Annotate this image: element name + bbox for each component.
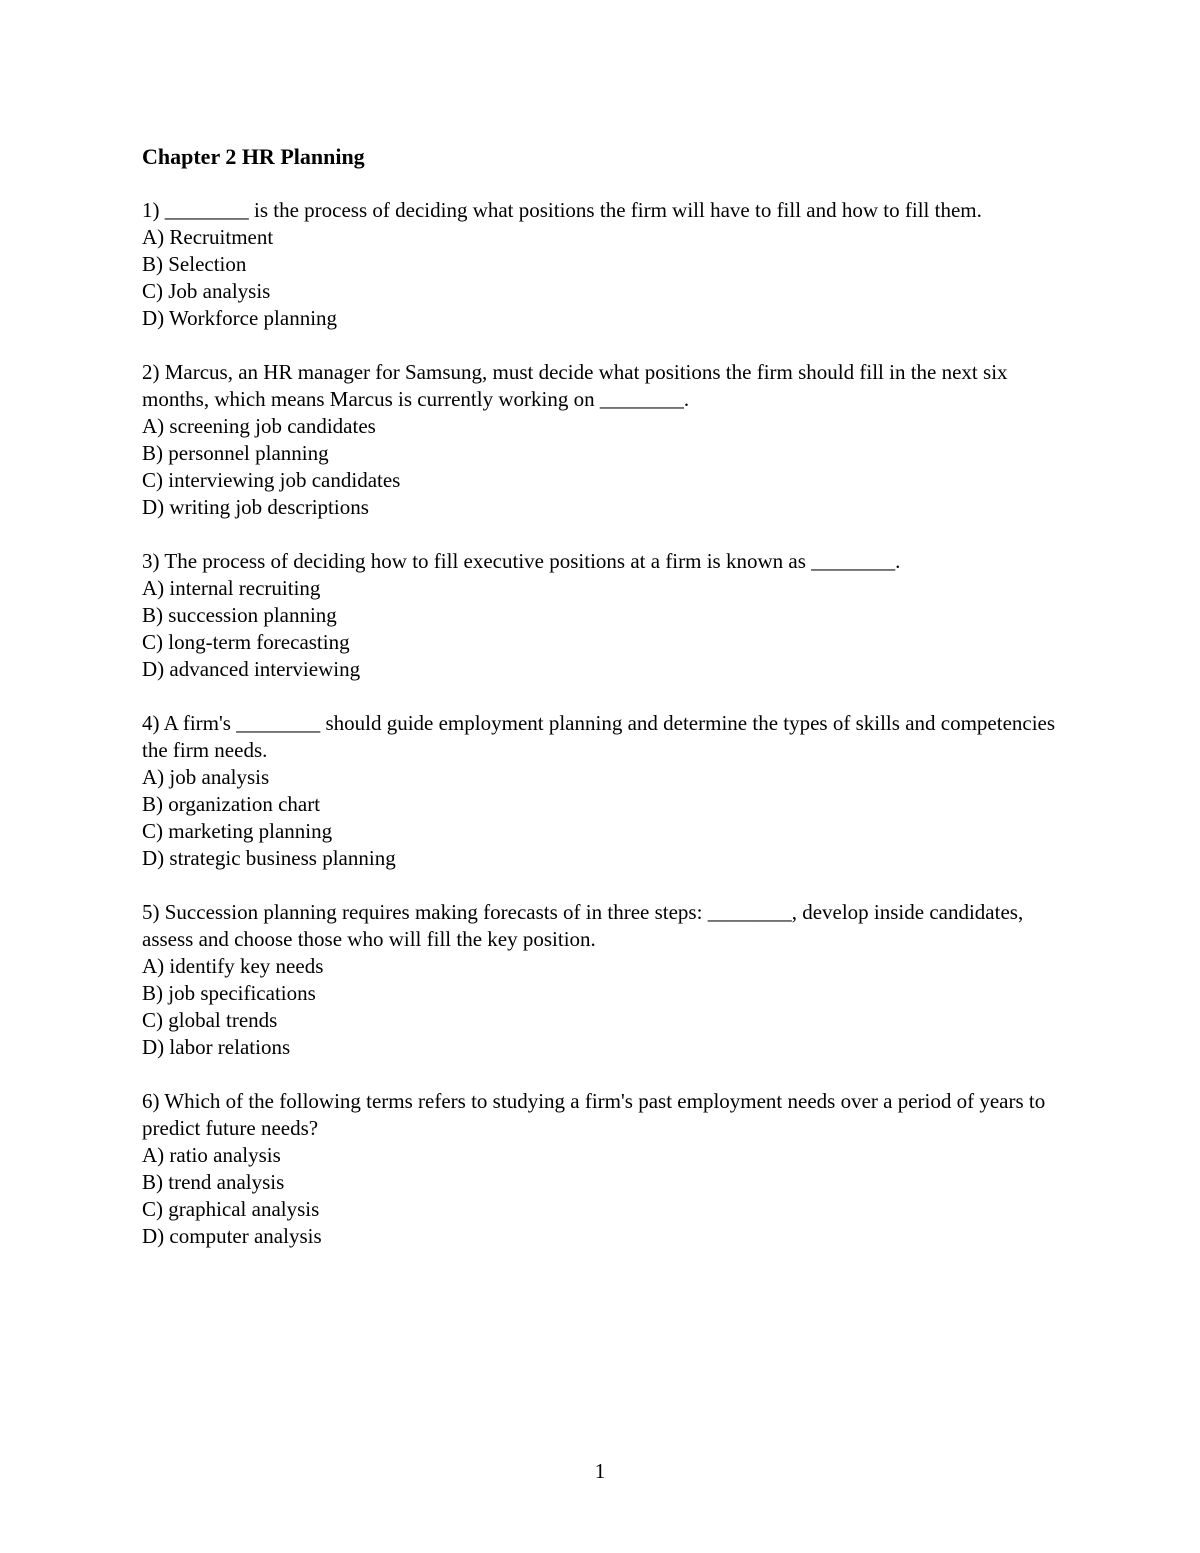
answer-option: A) ratio analysis	[142, 1143, 281, 1167]
answer-option: A) internal recruiting	[142, 576, 321, 600]
question-6	[142, 1088, 1072, 1250]
answer-option: B) Selection	[142, 252, 247, 276]
question-stem: 1) ________ is the process of deciding what positions the firm will have to fill and how to fill them.	[142, 198, 982, 222]
answer-option: B) organization chart	[142, 792, 321, 816]
answer-option: B) job specifications	[142, 981, 316, 1005]
question-3	[142, 548, 1072, 683]
answer-option: B) succession planning	[142, 603, 337, 627]
question-1	[142, 197, 1072, 332]
answer-option: D) advanced interviewing	[142, 657, 361, 681]
question-2	[142, 359, 1072, 521]
answer-option: B) trend analysis	[142, 1170, 285, 1194]
answer-option: D) labor relations	[142, 1035, 291, 1059]
answer-option: D) writing job descriptions	[142, 495, 369, 519]
answer-option: A) screening job candidates	[142, 414, 376, 438]
question-stem: 6) Which of the following terms refers to studying a firm's past employment needs over a period of years to predict future needs?	[142, 1089, 1046, 1140]
answer-option: A) identify key needs	[142, 954, 324, 978]
answer-option: A) Recruitment	[142, 225, 274, 249]
answer-option: D) Workforce planning	[142, 306, 338, 330]
question-5	[142, 899, 1072, 1061]
document-content	[142, 143, 1072, 1277]
answer-option: D) strategic business planning	[142, 846, 396, 870]
page-number: 1	[594, 1459, 606, 1483]
answer-option: B) personnel planning	[142, 441, 329, 465]
question-stem: 3) The process of deciding how to fill executive positions at a firm is known as ________.	[142, 549, 901, 573]
answer-option: A) job analysis	[142, 765, 270, 789]
chapter-title: Chapter 2 HR Planning	[142, 144, 365, 169]
question-4	[142, 710, 1072, 872]
answer-option: C) Job analysis	[142, 279, 271, 303]
answer-option: C) long-term forecasting	[142, 630, 350, 654]
answer-option: D) computer analysis	[142, 1224, 322, 1248]
question-stem: 2) Marcus, an HR manager for Samsung, must decide what positions the firm should fill in the next six months, which means Marcus is currently working on ________.	[142, 360, 1008, 411]
answer-option: C) interviewing job candidates	[142, 468, 401, 492]
answer-option: C) graphical analysis	[142, 1197, 320, 1221]
question-stem: 5) Succession planning requires making forecasts of in three steps: ________, develop inside candidates, assess and choose those who will fill the key position.	[142, 900, 1024, 951]
question-stem: 4) A firm's ________ should guide employment planning and determine the types of skills and competencies the firm needs.	[142, 711, 1056, 762]
answer-option: C) global trends	[142, 1008, 278, 1032]
answer-option: C) marketing planning	[142, 819, 333, 843]
